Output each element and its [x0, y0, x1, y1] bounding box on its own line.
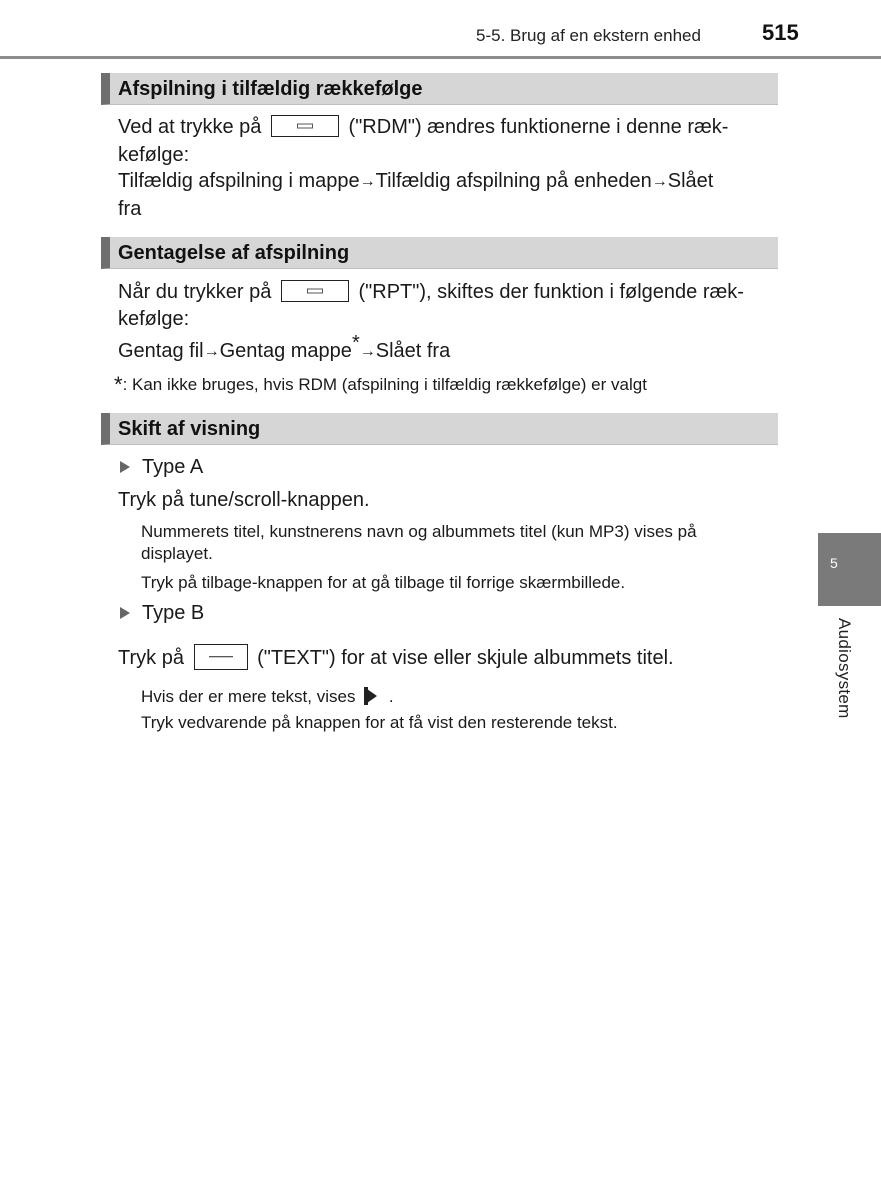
- text-button-icon: [194, 644, 248, 670]
- type-a-note-2: Tryk på tilbage-knappen for at gå tilbage til forrige skærmbillede.: [141, 573, 626, 592]
- type-b-label: Type B: [120, 599, 204, 627]
- section-heading-display: [101, 413, 778, 445]
- more-text-arrow-icon: [364, 685, 380, 707]
- type-a-instruction: Tryk på tune/scroll-knappen.: [118, 489, 370, 511]
- arrow-right-icon: →: [651, 173, 668, 190]
- page-number: 515: [762, 20, 799, 45]
- triangle-bullet-icon: [120, 461, 130, 473]
- paragraph-repeat-2: kefølge:: [118, 308, 190, 330]
- section-heading-text: Skift af visning: [118, 418, 261, 440]
- paragraph-repeat-1: Når du trykker på ("RPT"), skiftes der funktion i følgende ræk-: [118, 281, 744, 303]
- type-a-note-1: Nummerets titel, kunstnerens navn og albummets titel (kun MP3) vises på displayet.: [141, 522, 697, 563]
- paragraph-repeat-3: Gentag fil→Gentag mappe*→Slået fra: [118, 332, 451, 362]
- paragraph-random-3: Tilfældig afspilning i mappe→Tilfældig afspilning på enheden→Slået: [118, 170, 714, 192]
- arrow-right-icon: →: [359, 173, 376, 190]
- footnote-marker: *: [351, 332, 360, 354]
- type-a-label: Type A: [120, 453, 203, 481]
- arrow-right-icon: →: [203, 343, 220, 360]
- type-b-note-2: Tryk vedvarende på knappen for at få vist den resterende tekst.: [141, 713, 618, 732]
- chapter-label: Audiosystem: [835, 618, 854, 719]
- rpt-button-icon: [281, 280, 349, 302]
- header-divider: [0, 56, 881, 59]
- section-heading-text: Afspilning i tilfældig rækkefølge: [118, 78, 423, 100]
- type-b-note-1: Hvis der er mere tekst, vises .: [141, 686, 394, 709]
- section-heading-random: [101, 73, 778, 105]
- paragraph-random-4: fra: [118, 198, 142, 220]
- chapter-tab: [818, 533, 881, 606]
- triangle-bullet-icon: [120, 607, 130, 619]
- section-heading-repeat: [101, 237, 778, 269]
- rdm-button-icon: [271, 115, 339, 137]
- footnote: *: Kan ikke bruges, hvis RDM (afspilning i tilfældig rækkefølge) er valgt: [114, 372, 647, 397]
- paragraph-random-2: kefølge:: [118, 144, 190, 166]
- arrow-right-icon: →: [359, 343, 376, 360]
- paragraph-random-1: Ved at trykke på ("RDM") ændres funktionerne i denne ræk-: [118, 116, 729, 138]
- running-header: 5-5. Brug af en ekstern enhed: [476, 26, 701, 45]
- section-heading-text: Gentagelse af afspilning: [118, 242, 350, 264]
- type-b-instruction: Tryk på ("TEXT") for at vise eller skjule albummets titel.: [118, 644, 674, 672]
- chapter-number: 5: [830, 555, 838, 571]
